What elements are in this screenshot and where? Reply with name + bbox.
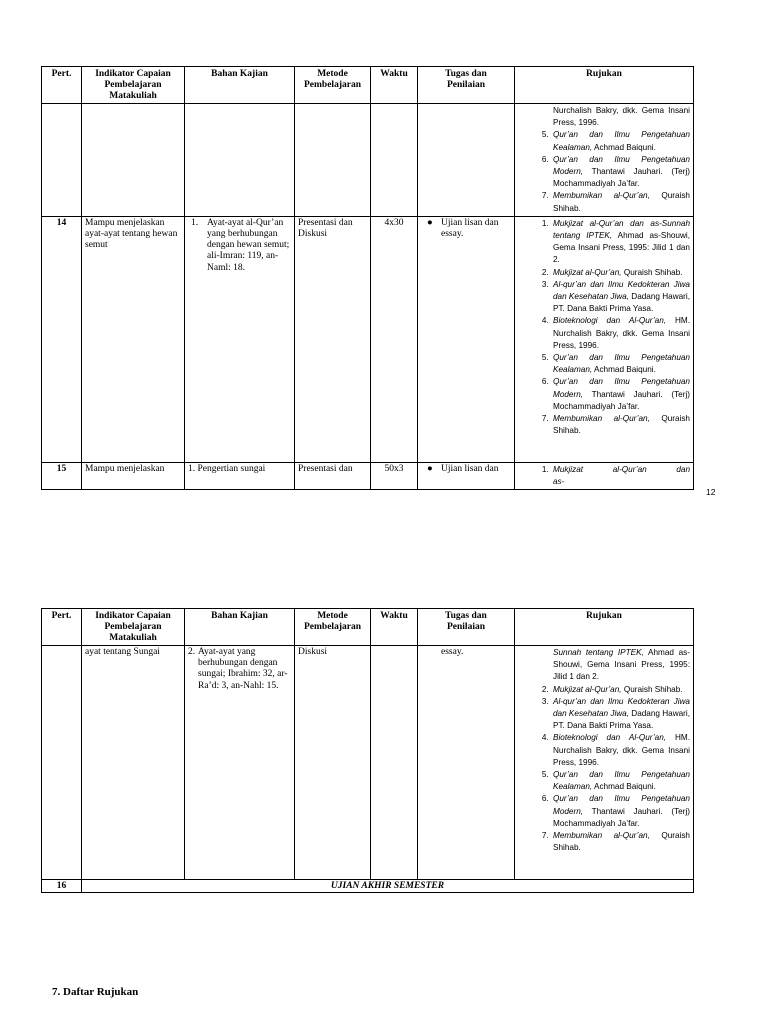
table-header-row: [42, 67, 694, 104]
table-row-14: [42, 216, 694, 462]
table-row-15: [42, 462, 694, 489]
reference-list: [518, 105, 690, 215]
list-item: 4. Bioteknologi dan Al-Qur’an, HM. Nurchalish Bakry, dkk. Gema Insani Press, 1996.: [551, 732, 690, 769]
list-item: 1. Mukjizat al-Qur’an dan as-Sunnah tentang IPTEK, Ahmad as-Shouwi, Gema Insani Press, 1995: Jilid 1 dan 2.: [551, 218, 690, 267]
section-heading-daftar-rujukan: 7. Daftar Rujukan: [52, 986, 139, 998]
list-item: Sunnah tentang IPTEK, Ahmad as-Shouwi, Gema Insani Press, 1995: Jilid 1 dan 2.: [553, 648, 690, 682]
table-row-continuation: [42, 104, 694, 217]
table-header-row: [42, 609, 694, 646]
list-item: 3. Al-qur’an dan Ilmu Kedokteran Jiwa dan Kesehatan Jiwa, Dadang Hawari, PT. Dana Bakti Prima Yasa.: [551, 696, 690, 733]
bullet-icon: ●: [427, 217, 433, 228]
table-row-15-continued: [42, 646, 694, 880]
metode-cell: Diskusi: [295, 646, 371, 880]
list-item: 7. Membumikan al-Qur’an, Quraish Shihab.: [551, 190, 690, 214]
list-item: Nurchalish Bakry, dkk. Gema Insani Press, 1996.: [553, 106, 690, 128]
header-indikator: Indikator Capaian Pembelajaran Matakuliah: [82, 609, 185, 646]
rps-table-page-2: [41, 608, 694, 893]
list-item: 6. Qur’an dan Ilmu Pengetahuan Modern, Thantawi Jauhari. (Terj) Mochammadiyah Ja’far.: [551, 793, 690, 830]
ujian-akhir-semester-label: UJIAN AKHIR SEMESTER: [82, 880, 694, 893]
reference-list: [518, 464, 690, 488]
list-item: 4. Bioteknologi dan Al-Qur’an, HM. Nurchalish Bakry, dkk. Gema Insani Press, 1996.: [551, 315, 690, 352]
bahan-cell: 2. Ayat-ayat yang berhubungan dengan sungai; Ibrahim: 32, ar-Ra’d: 3, an-Nahl: 15.: [185, 646, 295, 880]
header-metode: Metode Pembelajaran: [295, 67, 371, 104]
list-item: 2. Mukjizat al-Qur’an, Quraish Shihab.: [551, 684, 690, 696]
rujukan-cell: [515, 104, 694, 217]
header-pert: Pert.: [42, 67, 82, 104]
bahan-cell: 1. Pengertian sungai: [185, 462, 295, 489]
list-item: 2. Mukjizat al-Qur’an, Quraish Shihab.: [551, 267, 690, 279]
list-item: 5. Qur’an dan Ilmu Pengetahuan Kealaman, Achmad Baiquni.: [551, 769, 690, 793]
waktu-cell: [371, 646, 418, 880]
reference-list: [518, 647, 690, 854]
header-waktu: Waktu: [371, 67, 418, 104]
table-row-16: [42, 880, 694, 893]
header-tugas: Tugas dan Penilaian: [418, 67, 515, 104]
rujukan-cell: [515, 216, 694, 462]
pert-number: 16: [42, 880, 82, 893]
list-item: 5. Qur’an dan Ilmu Pengetahuan Kealaman, Achmad Baiquni.: [551, 352, 690, 376]
metode-cell: Presentasi dan: [295, 462, 371, 489]
tugas-cell: ● Ujian lisan dan essay.: [418, 216, 515, 462]
waktu-cell: 50x3: [371, 462, 418, 489]
list-item: 6. Qur’an dan Ilmu Pengetahuan Modern, Thantawi Jauhari. (Terj) Mochammadiyah Ja’far.: [551, 154, 690, 191]
rujukan-cell: [515, 462, 694, 489]
list-item: 7. Membumikan al-Qur’an, Quraish Shihab.: [551, 830, 690, 854]
pert-number: 15: [42, 462, 82, 489]
waktu-cell: 4x30: [371, 216, 418, 462]
page-number: 12: [706, 487, 716, 497]
header-bahan-kajian: Bahan Kajian: [185, 609, 295, 646]
list-item: 5. Qur’an dan Ilmu Pengetahuan Kealaman, Achmad Baiquni.: [551, 129, 690, 153]
tugas-cell: ● Ujian lisan dan: [418, 462, 515, 489]
header-indikator: Indikator Capaian Pembelajaran Matakuliah: [82, 67, 185, 104]
header-rujukan: Rujukan: [515, 609, 694, 646]
list-item: 1. Mukjizat al-Qur’an dan as-: [551, 464, 690, 488]
metode-cell: Presentasi dan Diskusi: [295, 216, 371, 462]
pert-number: 14: [42, 216, 82, 462]
header-pert: Pert.: [42, 609, 82, 646]
list-item: 6. Qur’an dan Ilmu Pengetahuan Modern, Thantawi Jauhari. (Terj) Mochammadiyah Ja’far.: [551, 376, 690, 413]
rps-table-page-1: [41, 66, 694, 490]
indikator-cell: Mampu menjelaskan ayat-ayat tentang hewan semut: [82, 216, 185, 462]
list-item: 3. Al-qur’an dan Ilmu Kedokteran Jiwa dan Kesehatan Jiwa, Dadang Hawari, PT. Dana Bakti Prima Yasa.: [551, 279, 690, 316]
indikator-cell: Mampu menjelaskan: [82, 462, 185, 489]
header-bahan-kajian: Bahan Kajian: [185, 67, 295, 104]
indikator-cell: ayat tentang Sungai: [82, 646, 185, 880]
bahan-cell: 1. Ayat-ayat al-Qur’an yang berhubungan dengan hewan semut; ali-Imran: 119, an-Naml: 18.: [185, 216, 295, 462]
header-rujukan: Rujukan: [515, 67, 694, 104]
header-tugas: Tugas dan Penilaian: [418, 609, 515, 646]
header-waktu: Waktu: [371, 609, 418, 646]
rujukan-cell: [515, 646, 694, 880]
header-metode: Metode Pembelajaran: [295, 609, 371, 646]
reference-list: [518, 218, 690, 438]
tugas-cell: essay.: [418, 646, 515, 880]
list-item: 7. Membumikan al-Qur’an, Quraish Shihab.: [551, 413, 690, 437]
bullet-icon: ●: [427, 463, 433, 474]
